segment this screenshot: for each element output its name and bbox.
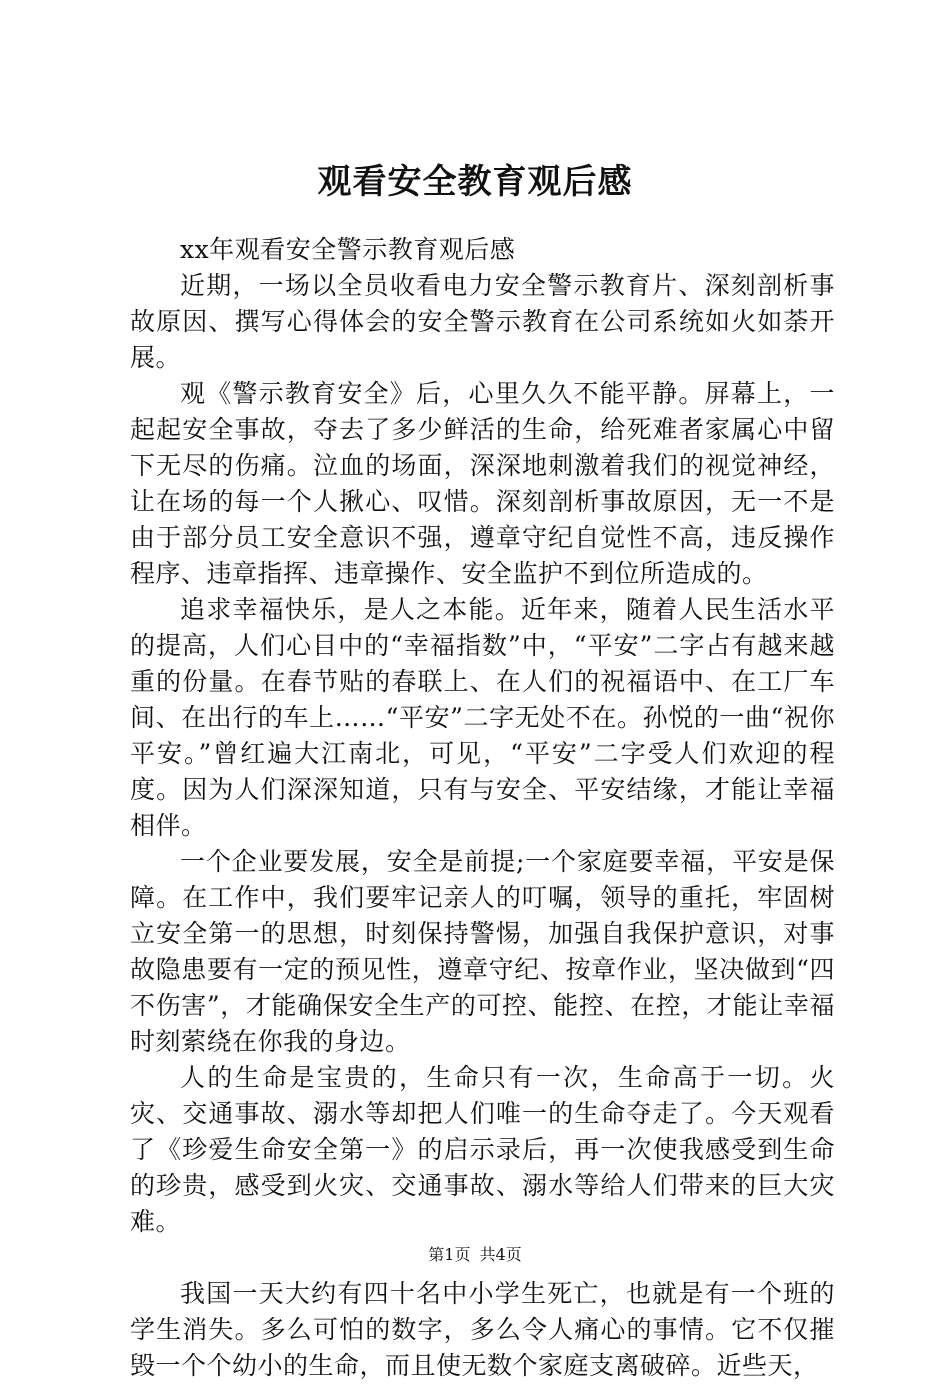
body-paragraph: 观《警示教育安全》后，心里久久不能平静。屏幕上，一起起安全事故，夺去了多少鲜活的生命，给死难者家属心中留下无尽的伤痛。泣血的场面，深深地刺激着我们的视觉神经，让在场的每一个人揪心、叹惜。深刻剖析事故原因，无一不是由于部分员工安全意识不强，遵章守纪自觉性不高，违反操作程序、违章指挥、违章操作、安全监护不到位所造成的。	[130, 379, 835, 588]
body-paragraph: 追求幸福快乐，是人之本能。近年来，随着人民生活水平的提高，人们心目中的“幸福指数”中，“平安”二字占有越来越重的份量。在春节贴的春联上、在人们的祝福语中、在工厂车间、在出行的车上……“平安”二字无处不在。孙悦的一曲“祝你平安。”曾红遍大江南北，可见，“平安”二字受人们欢迎的程度。因为人们深深知道，只有与安全、平安结缘，才能让幸福相伴。	[130, 595, 835, 840]
document-title: 观看安全教育观后感	[317, 162, 633, 202]
body-paragraph: 我国一天大约有四十名中小学生死亡，也就是有一个班的学生消失。多么可怕的数字，多么令人痛心的事情。它不仅摧毁一个个幼小的生命，而且使无数个家庭支离破碎。近些天，	[130, 1279, 835, 1380]
page-total: 共4页	[479, 1245, 522, 1264]
body-paragraph: 近期，一场以全员收看电力安全警示教育片、深刻剖析事故原因、撰写心得体会的安全警示教育在公司系统如火如荼开展。	[130, 271, 835, 372]
document-body	[130, 232, 835, 1384]
body-paragraph: 一个企业要发展，安全是前提;一个家庭要幸福，平安是保障。在工作中，我们要牢记亲人的叮嘱，领导的重托，牢固树立安全第一的思想，时刻保持警惕，加强自我保护意识，对事故隐患要有一定的预见性，遵章守纪、按章作业，坚决做到“四不伤害”，才能确保安全生产的可控、能控、在控，才能让幸福时刻萦绕在你我的身边。	[130, 847, 835, 1056]
page-number: 第1页	[428, 1245, 471, 1264]
page-footer	[0, 1243, 950, 1267]
subtitle-paragraph: xx年观看安全警示教育观后感	[180, 235, 516, 264]
body-paragraph: 人的生命是宝贵的，生命只有一次，生命高于一切。火灾、交通事故、溺水等却把人们唯一的生命夺走了。今天观看了《珍爱生命安全第一》的启示录后，再一次使我感受到生命的珍贵，感受到火灾、交通事故、溺水等给人们带来的巨大灾难。	[130, 1063, 835, 1236]
